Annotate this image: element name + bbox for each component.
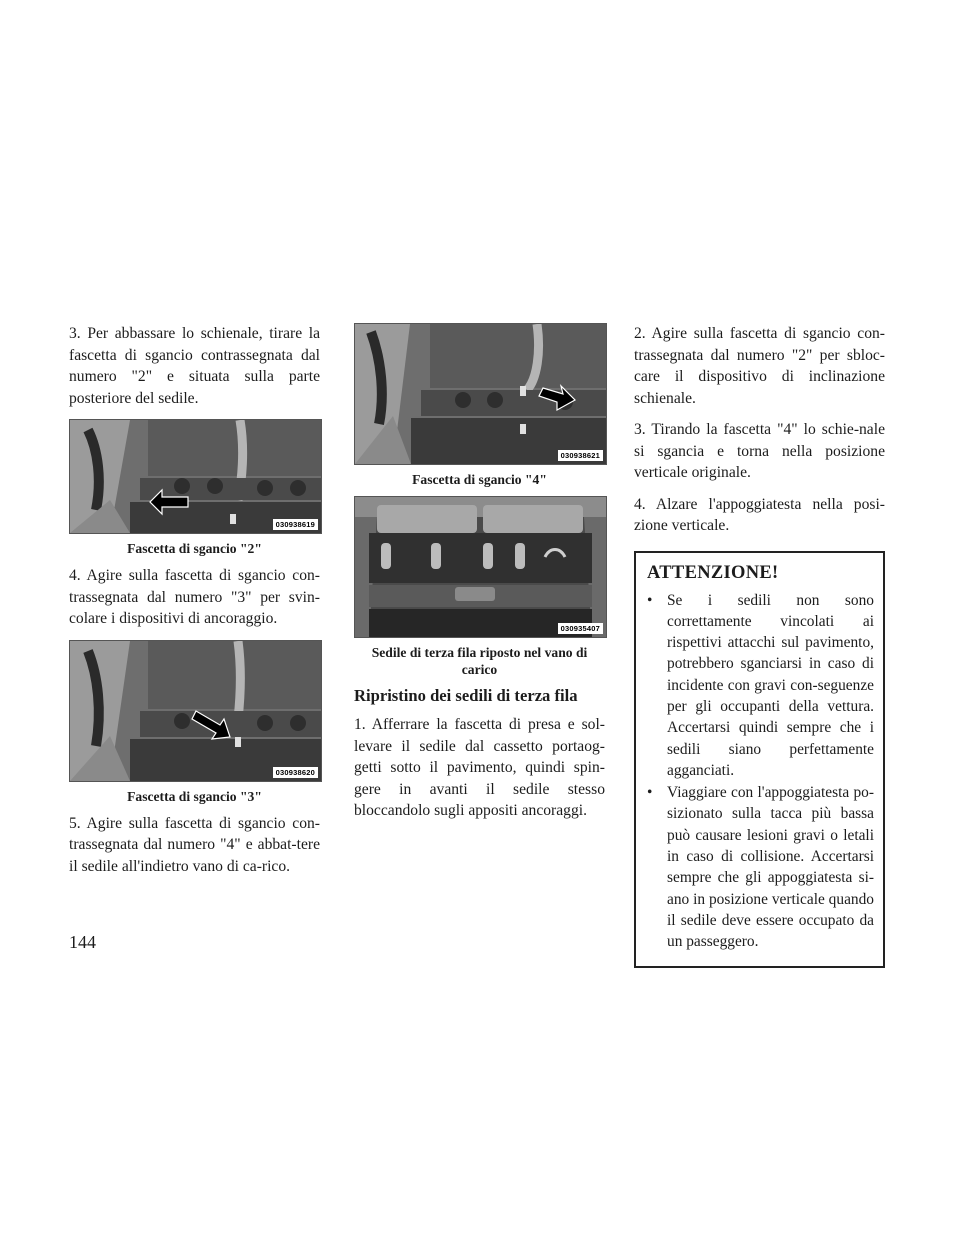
column-right	[634, 323, 885, 968]
photo-strap-2	[69, 419, 322, 534]
stowed-seat-illustration	[355, 497, 606, 637]
step-3-paragraph: 3. Per abbassare lo schienale, tirare la fascetta di sgancio contrassegnata dal numero "2" e situata sulla parte posteriore del sedile.	[69, 325, 320, 407]
figure-strap-4	[354, 323, 605, 488]
figure-code: 030935407	[558, 623, 603, 634]
page-number: 144	[69, 932, 96, 952]
figure-strap-2	[69, 419, 320, 557]
photo-strap-3	[69, 640, 322, 782]
warning-box	[634, 551, 885, 968]
figure-caption: Sedile di terza fila riposto nel vano di carico	[371, 645, 588, 677]
seat-strap-2-illustration	[70, 420, 321, 533]
seat-strap-4-illustration	[355, 324, 606, 464]
section-heading: Ripristino dei sedili di terza fila	[354, 686, 578, 705]
figure-stowed-seat	[354, 496, 605, 678]
photo-strap-4	[354, 323, 607, 465]
step-4-paragraph: 4. Agire sulla fascetta di sgancio con-trassegnata dal numero "3" per svin-colare i dispositivi di ancoraggio.	[69, 567, 320, 627]
restore-step-3-paragraph: 3. Tirando la fascetta "4" lo schie-nale si sgancia e torna nella posizione verticale originale.	[634, 421, 885, 481]
figure-code: 030938620	[273, 767, 318, 778]
column-left	[69, 323, 320, 887]
warning-item	[647, 782, 874, 952]
warning-item-text: Se i sedili non sono correttamente vincolati ai rispettivi attacchi sul pavimento, potrebbero sganciarsi in caso di incidente con gravi con-seguenze per gli occupanti della vettura. Accertarsi quindi sempre che i sedili siano perfettamente agganciati.	[667, 591, 874, 779]
photo-stowed-seat	[354, 496, 607, 638]
figure-caption: Fascetta di sgancio "3"	[127, 788, 262, 804]
restore-step-4-paragraph: 4. Alzare l'appoggiatesta nella posi-zione verticale.	[634, 495, 885, 534]
figure-caption: Fascetta di sgancio "4"	[412, 472, 547, 487]
bullet-icon: •	[647, 591, 653, 609]
figure-caption: Fascetta di sgancio "2"	[127, 541, 262, 556]
warning-title: ATTENZIONE!	[647, 562, 779, 583]
figure-strap-3	[69, 640, 320, 805]
warning-item-text: Viaggiare con l'appoggiatesta po-sizionato sulla tacca più bassa può causare lesioni gravi o letali in caso di collisione. Accertarsi sempre che gli appoggiatesta si-ano in posizione verticale quando il sedile deve essere occupato da un passeggero.	[667, 784, 874, 951]
figure-code: 030938621	[558, 450, 603, 461]
warning-item	[647, 590, 874, 782]
step-5-paragraph: 5. Agire sulla fascetta di sgancio con-trassegnata dal numero "4" e abbat-tere il sedile all'indietro vano di ca-rico.	[69, 814, 320, 875]
bullet-icon: •	[647, 784, 653, 802]
seat-strap-3-illustration	[70, 641, 321, 781]
figure-code: 030938619	[273, 519, 318, 530]
restore-step-1-paragraph: 1. Afferrare la fascetta di presa e sol-levare il sedile dal cassetto portaog-getti sotto il pavimento, quindi spin-gere in avanti il sedile stesso bloccandolo sugli appositi ancoraggi.	[354, 716, 605, 819]
column-middle	[354, 323, 605, 832]
restore-step-2-paragraph: 2. Agire sulla fascetta di sgancio con-trassegnata dal numero "2" per sbloc-care il dispositivo di inclinazione schienale.	[634, 325, 885, 407]
